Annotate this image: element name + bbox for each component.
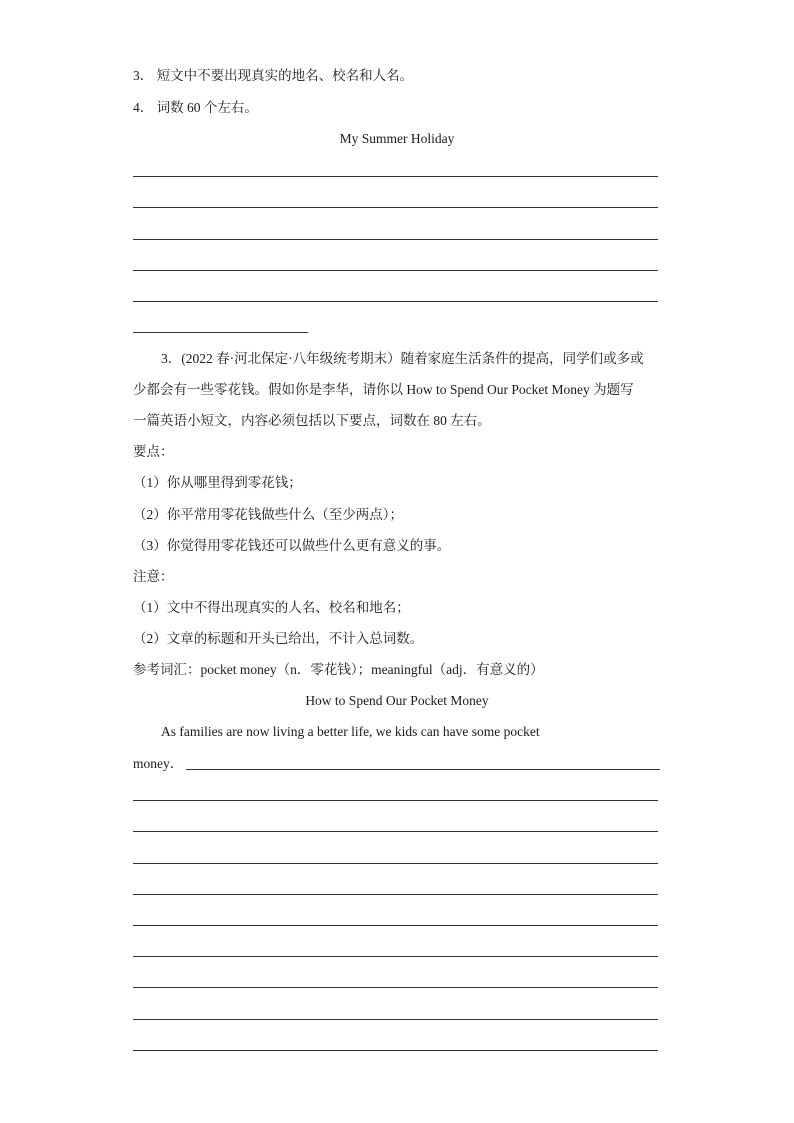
reference-vocabulary: 参考词汇：pocket money（n．零花钱）；meaningful（adj．有意义的） <box>133 662 544 677</box>
points-heading: 要点： <box>133 444 174 459</box>
answer-line[interactable] <box>133 800 658 801</box>
answer-line[interactable] <box>133 301 658 302</box>
question-3-line-1: 3．(2022 春·河北保定·八年级统考期末）随着家庭生活条件的提高，同学们或多或 <box>161 351 644 366</box>
note-1: （1）文中不得出现真实的人名、校名和地名； <box>133 600 410 615</box>
question-3-line-2: 少都会有一些零花钱。假如你是李华，请你以 How to Spend Our Pocket Money 为题写 <box>133 382 634 397</box>
essay-title-summer: My Summer Holiday <box>339 131 455 146</box>
answer-line[interactable] <box>133 831 658 832</box>
answer-line[interactable] <box>133 987 658 988</box>
answer-line[interactable] <box>133 956 658 957</box>
note-2: （2）文章的标题和开头已给出，不计入总词数。 <box>133 631 424 646</box>
requirement-4: 4． 词数 60 个左右。 <box>133 100 258 115</box>
answer-line[interactable] <box>133 1019 658 1020</box>
answer-line[interactable] <box>133 270 658 271</box>
essay-title-pocket-money: How to Spend Our Pocket Money <box>305 693 489 708</box>
point-2: （2）你平常用零花钱做些什么（至少两点）； <box>133 507 403 522</box>
answer-line[interactable] <box>133 925 658 926</box>
answer-line[interactable] <box>133 1050 658 1051</box>
answer-line[interactable] <box>133 239 658 240</box>
answer-line-continuation[interactable] <box>186 769 660 770</box>
question-3-line-3: 一篇英语小短文，内容必须包括以下要点，词数在 80 左右。 <box>133 413 491 428</box>
answer-line[interactable] <box>133 207 658 208</box>
answer-line-short[interactable] <box>133 332 308 333</box>
answer-line[interactable] <box>133 863 658 864</box>
notes-heading: 注意： <box>133 569 174 584</box>
point-1: （1）你从哪里得到零花钱； <box>133 475 302 490</box>
answer-line[interactable] <box>133 176 658 177</box>
requirement-3: 3． 短文中不要出现真实的地名、校名和人名。 <box>133 68 414 83</box>
point-3: （3）你觉得用零花钱还可以做些什么更有意义的事。 <box>133 538 451 553</box>
essay-opening-line-2: money． <box>133 756 184 771</box>
essay-opening-line-1: As families are now living a better life, we kids can have some pocket <box>161 724 540 739</box>
answer-line[interactable] <box>133 894 658 895</box>
